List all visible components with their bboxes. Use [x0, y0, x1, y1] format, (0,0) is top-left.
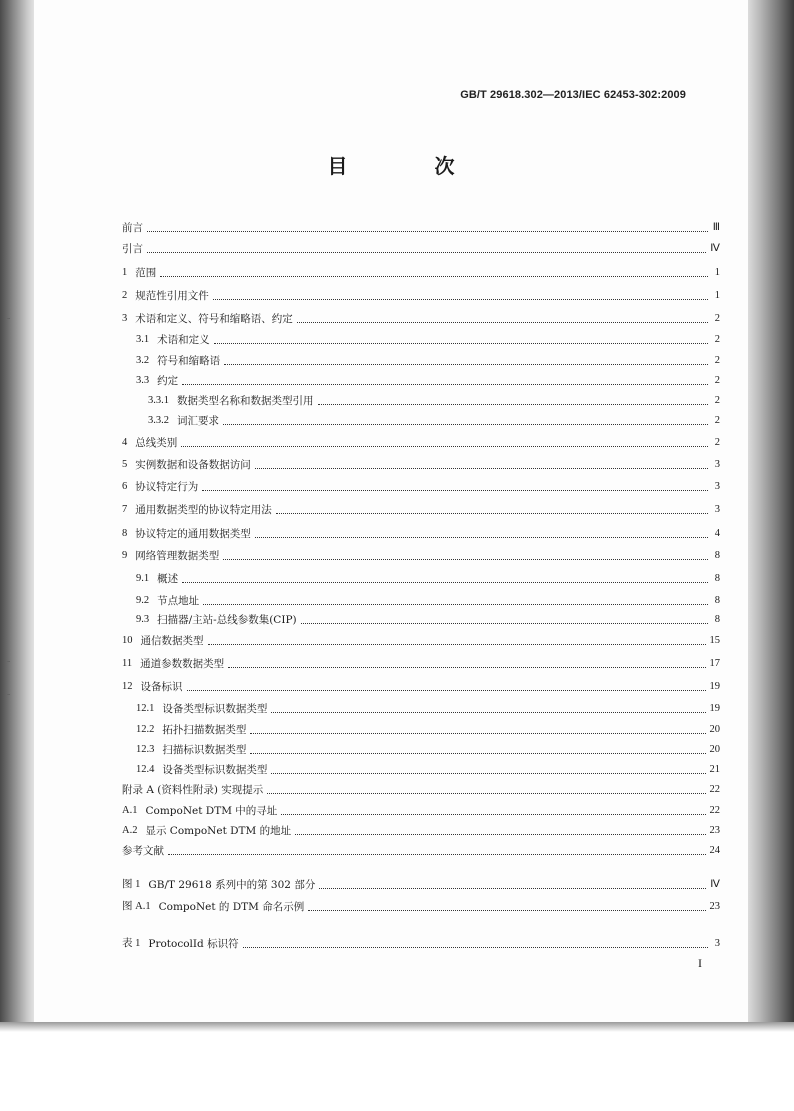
toc-entry-label: 总线类别 [135, 437, 178, 449]
toc-entry-label: 参考文献 [122, 845, 164, 857]
toc-entry-page: 8 [714, 550, 720, 561]
toc-entry[interactable] [122, 937, 720, 951]
toc-entry-label: 前言 [122, 222, 143, 234]
toc-entry-number: 12.2 [136, 724, 155, 735]
toc-entry-page: 21 [709, 764, 720, 775]
toc-entry-label: 术语和定义、符号和缩略语、约定 [135, 313, 293, 325]
toc-entry[interactable] [122, 723, 720, 737]
toc-entry-number: 5 [122, 459, 128, 470]
toc-entry[interactable] [122, 657, 720, 671]
toc-entry[interactable] [122, 900, 720, 914]
toc-entry-page: 8 [714, 573, 720, 584]
toc-entry-label: 实例数据和设备数据访问 [135, 459, 251, 471]
toc-entry-page: 22 [709, 784, 720, 795]
toc-dot-leader [295, 833, 705, 835]
toc-dot-leader [208, 643, 706, 645]
toc-dot-leader [318, 403, 709, 405]
toc-entry-number: 3.2 [136, 355, 150, 366]
toc-entry[interactable] [122, 458, 720, 472]
toc-entry[interactable] [122, 436, 720, 450]
toc-entry[interactable] [122, 503, 720, 517]
toc-entry-page: 3 [714, 481, 720, 492]
toc-entry-number: 9.1 [136, 573, 150, 584]
toc-dot-leader [255, 467, 708, 469]
toc-dot-leader [267, 792, 705, 794]
toc-entry[interactable] [122, 527, 720, 541]
toc-dot-leader [228, 666, 705, 668]
toc-entry[interactable] [122, 266, 720, 280]
toc-dot-leader [214, 342, 708, 344]
toc-entry[interactable] [122, 878, 720, 892]
toc-entry[interactable] [122, 680, 720, 694]
toc-dot-leader [160, 275, 708, 277]
toc-entry-page: 23 [709, 825, 720, 836]
toc-entry-page: 2 [714, 334, 720, 345]
toc-entry-label: 规范性引用文件 [135, 290, 209, 302]
toc-entry[interactable] [122, 613, 720, 627]
toc-entry[interactable] [122, 763, 720, 777]
toc-entry-label: 节点地址 [157, 595, 200, 607]
scan-left-shadow [0, 0, 34, 1022]
toc-dot-leader [276, 512, 708, 514]
scan-bottom-shadow [0, 1022, 794, 1032]
toc-entry[interactable] [122, 374, 720, 388]
toc-entry-number: 4 [122, 437, 128, 448]
toc-entry-number: 9.2 [136, 595, 150, 606]
scan-right-shadow [748, 0, 794, 1022]
toc-entry-label: 引言 [122, 243, 143, 255]
toc-entry-page: 2 [714, 415, 720, 426]
toc-entry-number: 7 [122, 504, 128, 515]
toc-entry-page: 15 [709, 635, 720, 646]
toc-entry-label: CompoNet DTM 中的寻址 [145, 805, 278, 817]
toc-dot-leader [223, 423, 708, 425]
toc-dot-leader [297, 321, 708, 323]
toc-dot-leader [255, 536, 708, 538]
toc-entry-number: 3.1 [136, 334, 150, 345]
toc-dot-leader [301, 622, 708, 624]
toc-entry-number: 3.3 [136, 375, 150, 386]
toc-dot-leader [281, 813, 705, 815]
toc-entry-number: 图 1 [122, 879, 141, 890]
toc-entry-number: 1 [122, 267, 128, 278]
page-title: 目 次 [327, 154, 495, 178]
toc-entry[interactable] [122, 824, 720, 838]
toc-entry-label: 范围 [135, 267, 157, 279]
toc-entry-label: 通信数据类型 [140, 635, 204, 647]
toc-entry[interactable] [122, 804, 720, 818]
toc-dot-leader [271, 711, 705, 713]
toc-entry[interactable] [122, 844, 720, 858]
toc-entry-label: 术语和定义 [157, 334, 210, 346]
toc-entry-page: Ⅲ [712, 222, 720, 233]
toc-entry-page: 2 [714, 437, 720, 448]
toc-entry[interactable] [122, 783, 720, 797]
page-number: I [698, 956, 702, 970]
scan-mark [7, 318, 10, 319]
toc-entry[interactable] [122, 394, 720, 408]
toc-entry-page: 3 [714, 938, 720, 949]
toc-entry-label: 显示 CompoNet DTM 的地址 [145, 825, 292, 837]
toc-entry[interactable] [122, 594, 720, 608]
toc-dot-leader [319, 887, 706, 889]
toc-entry-number: 3.3.2 [148, 415, 169, 426]
toc-entry-number: 12.3 [136, 744, 155, 755]
toc-entry-number: 2 [122, 290, 128, 301]
toc-entry-label: 数据类型名称和数据类型引用 [177, 395, 314, 407]
toc-entry-label: 附录 A (资料性附录) 实现提示 [122, 784, 264, 796]
toc-dot-leader [250, 732, 705, 734]
toc-entry-number: A.1 [122, 805, 138, 816]
toc-entry-page: 4 [714, 528, 720, 539]
toc-entry[interactable] [122, 634, 720, 648]
toc-entry[interactable] [122, 221, 720, 235]
toc-dot-leader [187, 689, 706, 691]
toc-entry-label: 概述 [157, 573, 179, 585]
toc-dot-leader [203, 603, 708, 605]
toc-entry-number: 10 [122, 635, 133, 646]
toc-dot-leader [308, 909, 705, 911]
toc-entry-label: 设备类型标识数据类型 [162, 703, 268, 715]
toc-dot-leader [243, 946, 708, 948]
toc-entry-label: 扫描标识数据类型 [162, 744, 247, 756]
toc-entry-page: 17 [709, 658, 720, 669]
toc-entry-page: 1 [714, 290, 720, 301]
toc-entry[interactable] [122, 549, 720, 563]
toc-entry-label: GB/T 29618 系列中的第 302 部分 [148, 879, 316, 891]
toc-entry-label: 设备标识 [140, 681, 183, 693]
toc-entry[interactable] [122, 333, 720, 347]
toc-entry-label: 协议特定的通用数据类型 [135, 528, 251, 540]
toc-entry-page: 2 [714, 395, 720, 406]
toc-entry-number: 12.4 [136, 764, 155, 775]
toc-entry-label: 协议特定行为 [135, 481, 199, 493]
toc-entry-number: 9 [122, 550, 128, 561]
toc-entry-page: 8 [714, 614, 720, 625]
toc-entry-label: 通用数据类型的协议特定用法 [135, 504, 272, 516]
toc-dot-leader [182, 383, 708, 385]
scan-mark [7, 661, 10, 662]
toc-entry[interactable] [122, 289, 720, 303]
toc-entry-number: 3.3.1 [148, 395, 169, 406]
toc-entry[interactable] [122, 480, 720, 494]
toc-dot-leader [202, 489, 708, 491]
toc-entry-number: 9.3 [136, 614, 150, 625]
toc-entry-page: 1 [714, 267, 720, 278]
toc-entry-number: 表 1 [122, 938, 141, 949]
toc-dot-leader [224, 363, 708, 365]
toc-entry-page: 3 [714, 504, 720, 515]
toc-entry-page: 2 [714, 375, 720, 386]
toc-entry[interactable] [122, 572, 720, 586]
toc-entry-label: 设备类型标识数据类型 [162, 764, 268, 776]
toc-entry-label: 扫描器/主站-总线参数集(CIP) [157, 614, 297, 626]
toc-entry-number: 3 [122, 313, 128, 324]
toc-entry-label: 符号和缩略语 [157, 355, 221, 367]
toc-entry-number: 8 [122, 528, 128, 539]
toc-entry-page: 23 [709, 901, 720, 912]
toc-entry-number: 11 [122, 658, 133, 669]
toc-entry[interactable] [122, 414, 720, 428]
toc-dot-leader [271, 772, 705, 774]
toc-entry-page: 20 [709, 724, 720, 735]
toc-entry-page: 19 [709, 703, 720, 714]
toc-entry-page: 2 [714, 313, 720, 324]
toc-entry-label: CompoNet 的 DTM 命名示例 [158, 901, 305, 913]
toc-dot-leader [147, 230, 708, 232]
toc-entry-page: 22 [709, 805, 720, 816]
toc-entry-number: A.2 [122, 825, 138, 836]
toc-dot-leader [223, 558, 708, 560]
toc-entry[interactable] [122, 242, 720, 256]
toc-entry-number: 12.1 [136, 703, 155, 714]
toc-entry-label: 拓扑扫描数据类型 [162, 724, 247, 736]
toc-entry-page: 20 [709, 744, 720, 755]
toc-dot-leader [250, 752, 705, 754]
toc-dot-leader [182, 581, 708, 583]
toc-dot-leader [213, 298, 708, 300]
toc-entry-label: 约定 [157, 375, 179, 387]
toc-entry[interactable] [122, 312, 720, 326]
scan-mark [7, 694, 10, 695]
toc-entry-label: ProtocolId 标识符 [148, 938, 239, 950]
toc-dot-leader [147, 251, 706, 253]
toc-entry-label: 词汇要求 [177, 415, 219, 427]
toc-entry-page: 19 [709, 681, 720, 692]
toc-entry[interactable] [122, 702, 720, 716]
toc-entry[interactable] [122, 743, 720, 757]
toc-entry-page: 24 [709, 845, 720, 856]
standard-number: GB/T 29618.302—2013/IEC 62453-302:2009 [460, 89, 686, 101]
toc-dot-leader [168, 853, 706, 855]
toc-entry-page: 8 [714, 595, 720, 606]
document-page [34, 0, 748, 1022]
toc-entry-number: 12 [122, 681, 133, 692]
toc-entry-number: 图 A.1 [122, 901, 151, 912]
toc-entry-label: 通道参数数据类型 [140, 658, 225, 670]
toc-entry-page: Ⅳ [710, 243, 720, 254]
toc-entry-label: 网络管理数据类型 [135, 550, 220, 562]
toc-entry[interactable] [122, 354, 720, 368]
toc-entry-page: 3 [714, 459, 720, 470]
toc-entry-page: 2 [714, 355, 720, 366]
toc-entry-number: 6 [122, 481, 128, 492]
toc-entry-page: Ⅳ [710, 879, 720, 890]
toc-dot-leader [181, 445, 708, 447]
